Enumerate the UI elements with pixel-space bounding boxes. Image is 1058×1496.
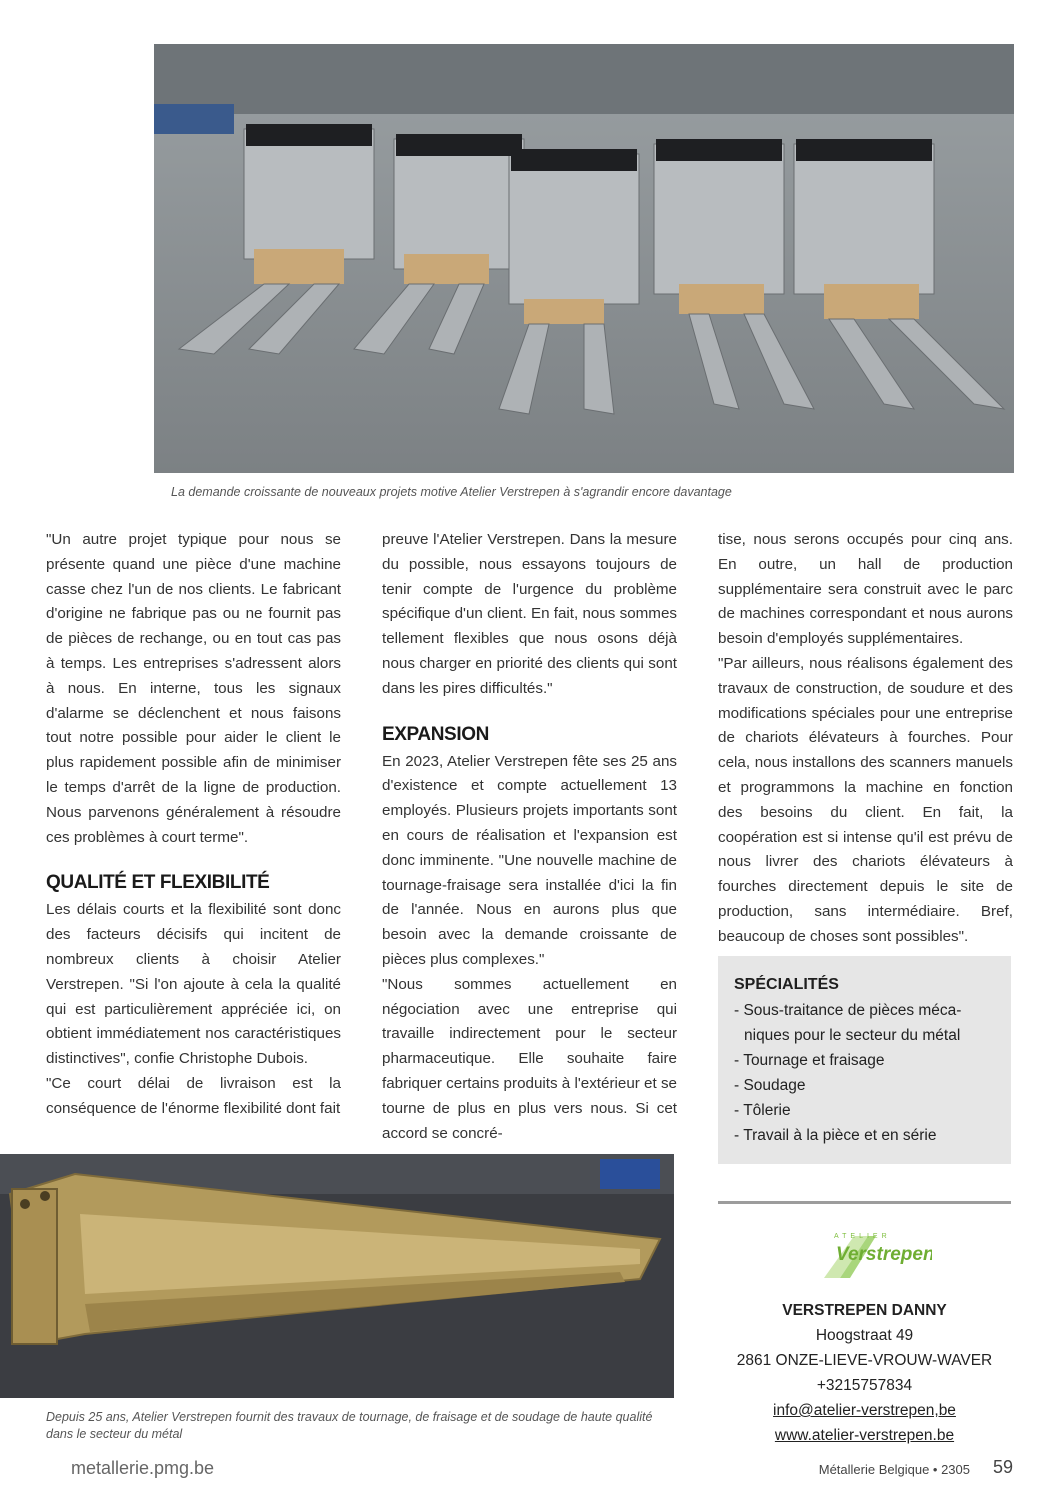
photo-pallet-trucks — [154, 44, 1014, 473]
caption-line: dans le secteur du métal — [46, 1427, 183, 1441]
paragraph: "Nous sommes actuellement en négociation avec une entreprise qui travaille indirectement pour le secteur pharmaceutique. Elle souhaite faire fabriquer certains produits à l'extérieur et se tourne de plus en plus vers nous. Si cet accord se concré- — [382, 975, 677, 1142]
paragraph: preuve l'Atelier Verstrepen. Dans la mesure du possible, nous essayons toujours de tenir compte de l'urgence du problème spécifique d'un client. En fait, nous sommes tellement flexibles que nous osons déjà nous charger en priorité des clients qui sont dans les pires difficultés." — [382, 531, 677, 697]
specialties-box — [718, 956, 1011, 1164]
list-item: - Sous-traitance de pièces méca- — [734, 1002, 962, 1019]
footer-issue: Métallerie Belgique • 2305 — [818, 1462, 970, 1477]
specialties-list — [734, 998, 995, 1148]
contact-city: 2861 ONZE-LIEVE-VROUW-WAVER — [736, 1352, 993, 1369]
paragraph: "Un autre projet typique pour nous se présente quand une pièce d'une machine casse chez l'un de nos clients. Le fabricant d'origine ne fabrique pas ou ne fournit pas de pièces de rechange, ou en tout cas pas à temps. Les entreprises s'adressent alors à nous. En interne, tous les signaux d'alarme se déclenchent et nous faisons tout notre possible pour aider le client le plus rapidement possible afin de minimiser le temps d'arrêt de la ligne de production. Nous parvenons généralement à résoudre ces problèmes à court terme". — [46, 531, 341, 846]
paragraph: "Par ailleurs, nous réalisons également des travaux de construction, de soudure et des modifications spéciales pour une entreprise de chariots élévateurs à fourches. Pour cela, nous installons des scanners manuels et programmons la machine en fonction des besoins du client. En fait, la coopération est si intense qu'il est prévu de nous livrer des chariots élévateurs à fourches directement depuis le site de production, sans intermédiaire. Bref, beaucoup de choses sont possibles". — [718, 654, 1013, 945]
paragraph: "Ce court délai de livraison est la conséquence de l'énorme flexibilité dont fait — [46, 1074, 341, 1117]
atelier-verstrepen-logo — [806, 1228, 932, 1280]
article-column-3 — [718, 528, 1013, 950]
logo-wordmark: Verstrepen — [836, 1244, 932, 1265]
photo-top-caption: La demande croissante de nouveaux projets motive Atelier Verstrepen à s'agrandir encore davantage — [171, 485, 732, 499]
list-item: - Tournage et fraisage — [734, 1052, 885, 1069]
contact-website-link[interactable]: www.atelier-verstrepen.be — [774, 1427, 955, 1444]
list-item: - Tôlerie — [734, 1102, 791, 1119]
logo-small-text: ATELIER — [834, 1233, 891, 1240]
section-heading-quality: QUALITÉ ET FLEXIBILITÉ — [46, 872, 270, 894]
contact-street: Hoogstraat 49 — [815, 1327, 914, 1344]
contact-email-link[interactable]: info@atelier-verstrepen,be — [773, 1402, 956, 1419]
article-column-1 — [46, 528, 341, 1122]
list-item: niques pour le secteur du métal — [744, 1027, 961, 1044]
footer-site-link[interactable]: metallerie.pmg.be — [71, 1458, 215, 1478]
page-number: 59 — [993, 1457, 1014, 1477]
section-heading-expansion: EXPANSION — [382, 723, 489, 745]
contact-name: VERSTREPEN DANNY — [782, 1302, 947, 1319]
photo-bottom-caption — [46, 1409, 652, 1443]
contact-block — [718, 1298, 1011, 1448]
specialties-title: SPÉCIALITÉS — [734, 976, 839, 993]
caption-line: Depuis 25 ans, Atelier Verstrepen fournit des travaux de tournage, de fraisage et de soudage de haute qualité — [46, 1410, 653, 1424]
contact-phone: +3215757834 — [816, 1377, 913, 1394]
article-column-2 — [382, 528, 677, 1146]
list-item: - Soudage — [734, 1077, 806, 1094]
paragraph: Les délais courts et la flexibilité sont donc des facteurs décisifs qui incitent de nombreux clients à choisir Atelier Verstrepen. "Si l'on ajoute à cela la qualité qui est particulièrement appréciée ici, on obtient immédiatement nos caractéristiques distinctives", confie Christophe Dubois. — [46, 901, 341, 1068]
list-item: - Travail à la pièce et en série — [734, 1127, 937, 1144]
photo-machined-part — [0, 1154, 674, 1398]
paragraph: tise, nous serons occupés pour cinq ans. En outre, un hall de production supplémentaire sera construit avec le parc de machines correspondant et nous aurons besoin d'employés supplémentaires. — [718, 531, 1013, 648]
divider — [718, 1201, 1011, 1204]
paragraph: En 2023, Atelier Verstrepen fête ses 25 ans d'existence et compte actuellement 13 employés. Plusieurs projets importants sont en cours de réalisation et l'expansion est donc imminente. "Une nouvelle machine de tournage-fraisage sera installée d'ici la fin de l'année. Nous en aurons plus que besoin avec la demande croissante de pièces plus complexes." — [382, 752, 677, 968]
